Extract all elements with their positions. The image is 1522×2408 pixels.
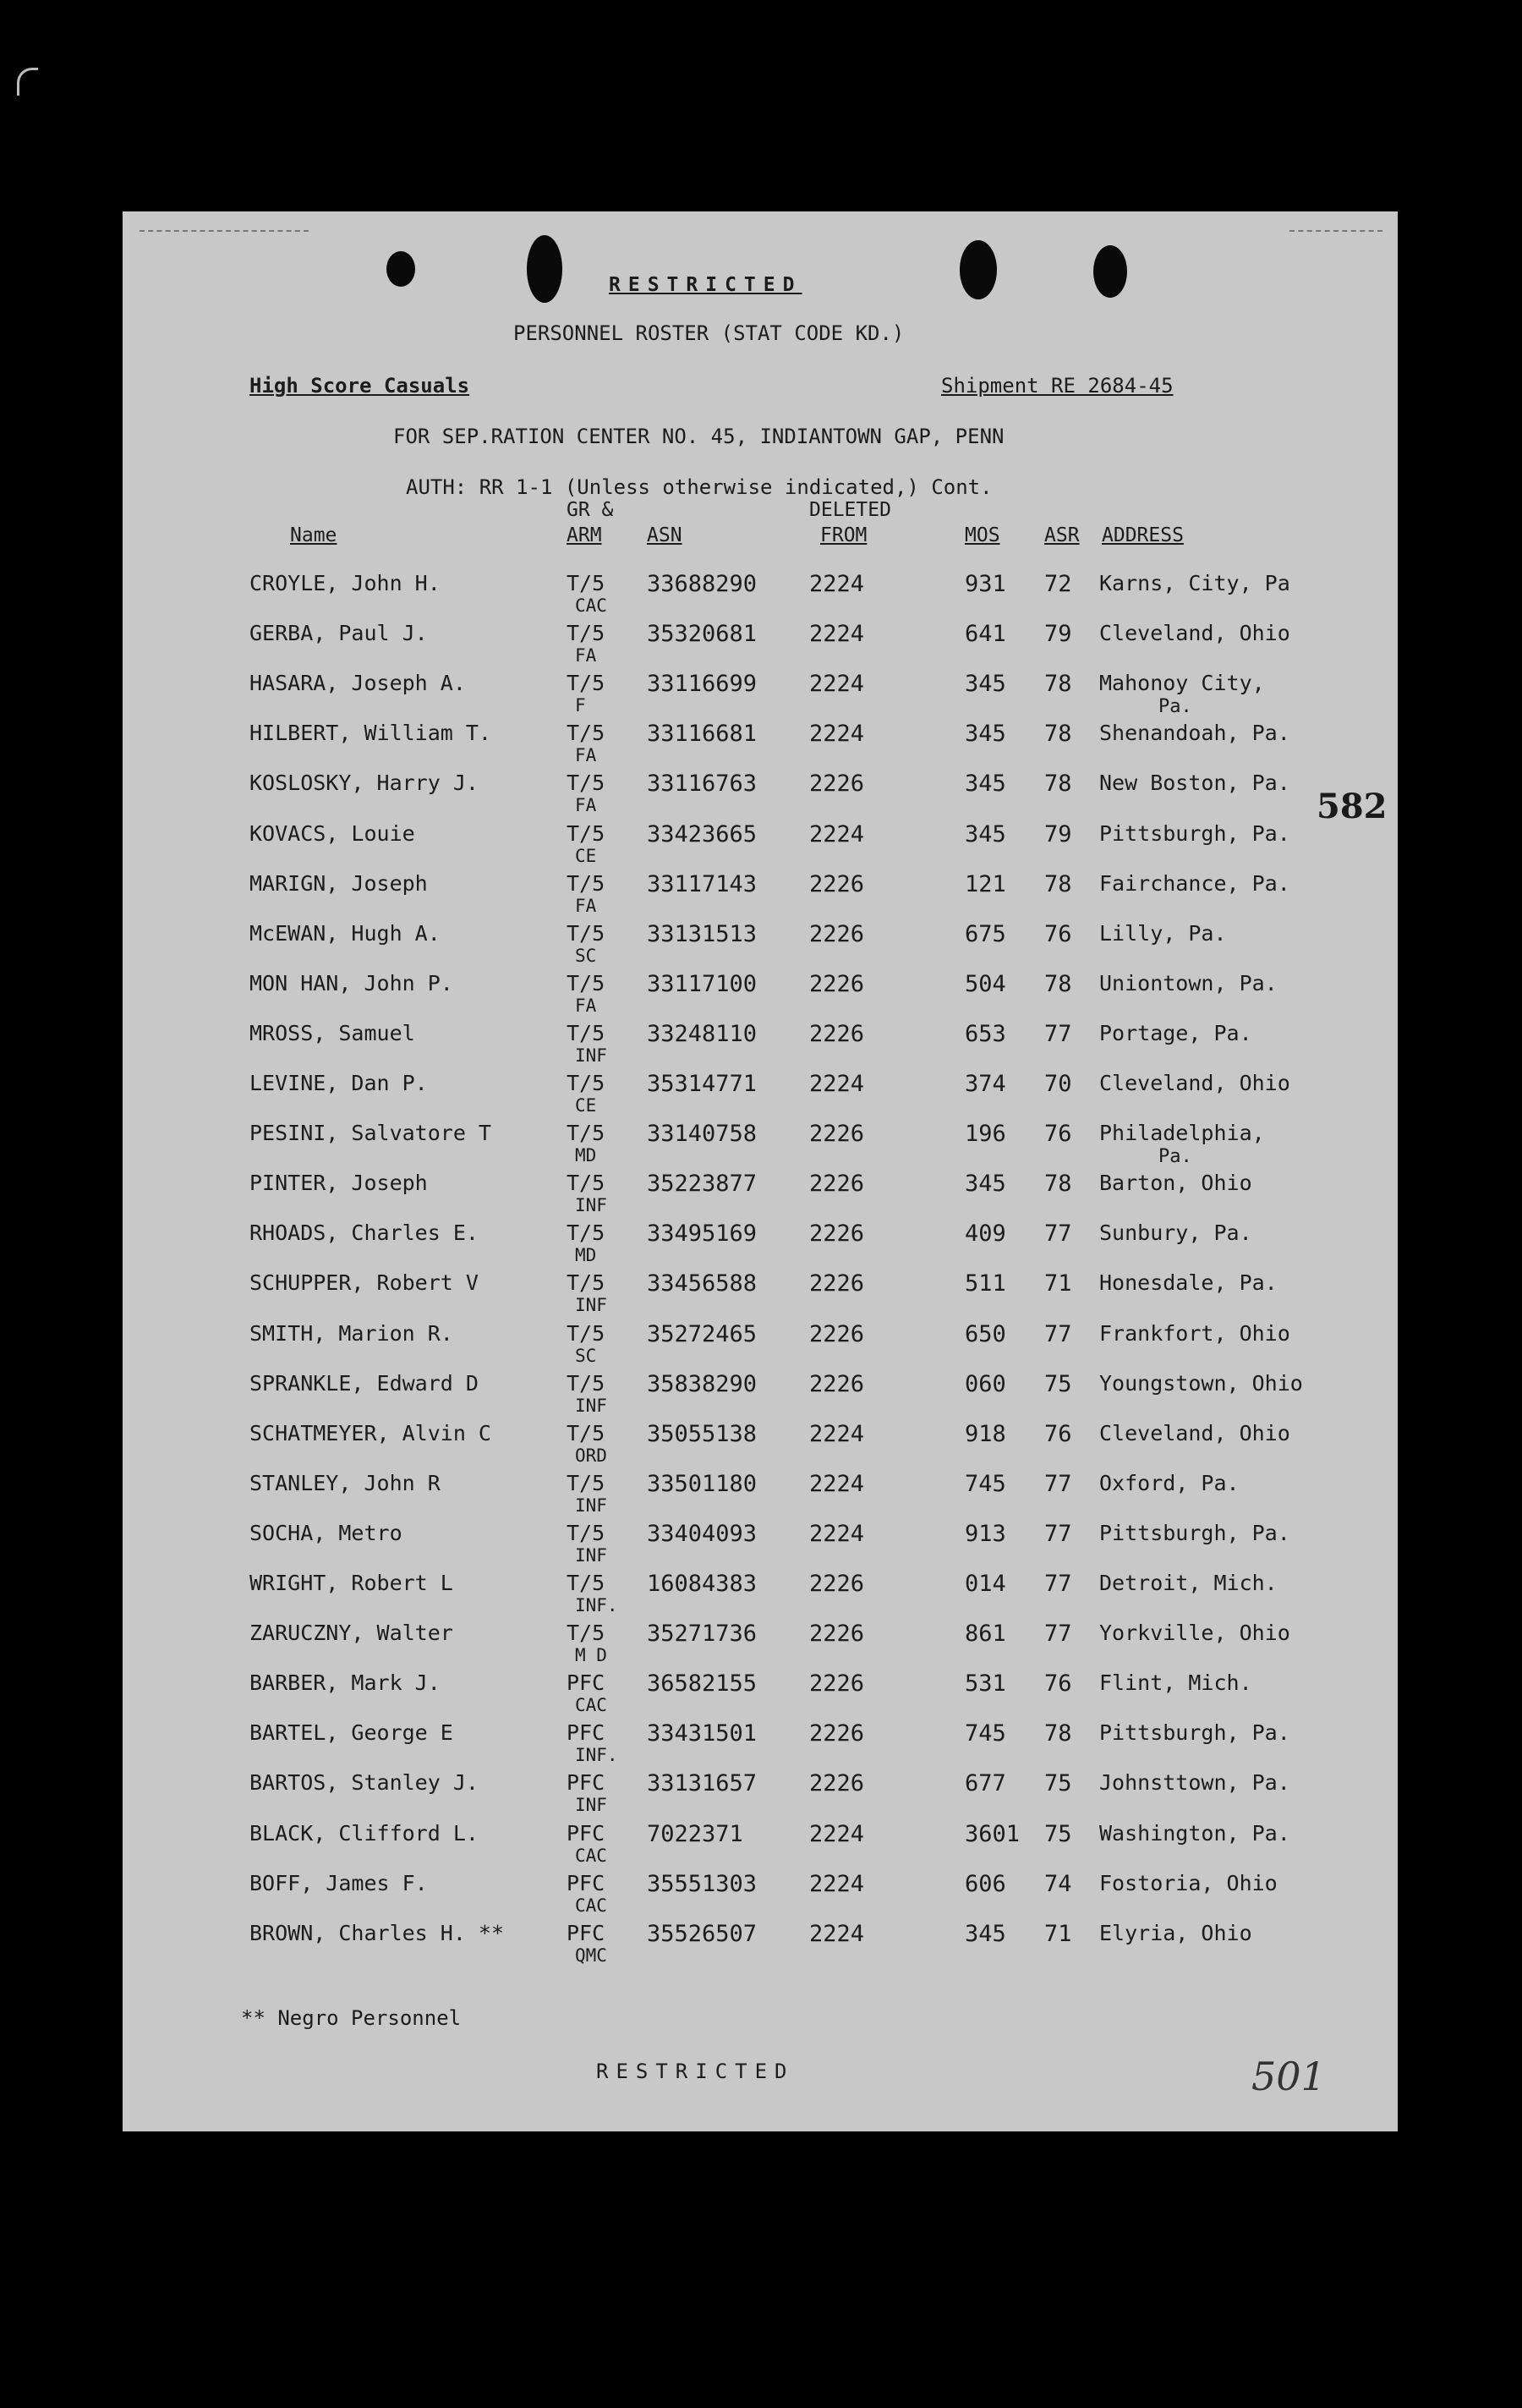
arm: CAC <box>575 1845 607 1866</box>
table-row <box>123 1871 1398 1921</box>
grade: T/5 <box>567 1470 605 1495</box>
deleted-from: 2224 <box>809 1420 865 1447</box>
table-row <box>123 1371 1398 1421</box>
deleted-from: 2226 <box>809 1720 865 1747</box>
address: Honesdale, Pa. <box>1099 1270 1278 1296</box>
margin-stamp-number: 582 <box>1317 787 1388 826</box>
person-name: BARTOS, Stanley J. <box>249 1770 479 1796</box>
mos-code: 345 <box>965 721 1006 748</box>
asr-score: 77 <box>1044 1470 1072 1497</box>
grade: T/5 <box>567 571 605 595</box>
deleted-from: 2226 <box>809 1220 865 1248</box>
grade: T/5 <box>567 820 605 846</box>
person-name: SCHATMEYER, Alvin C <box>249 1420 491 1445</box>
asr-score: 78 <box>1044 671 1072 698</box>
address: Lilly, Pa. <box>1099 920 1227 946</box>
arm: INF. <box>575 1745 618 1766</box>
asr-score: 79 <box>1044 621 1072 648</box>
army-serial-number: 35314771 <box>647 1071 758 1097</box>
army-serial-number: 33501180 <box>647 1470 758 1497</box>
table-row <box>123 1270 1398 1320</box>
address: Pittsburgh, Pa. <box>1099 820 1290 846</box>
army-serial-number: 33116699 <box>647 671 758 698</box>
arm: INF <box>575 1295 607 1316</box>
asr-score: 70 <box>1044 1071 1072 1097</box>
deleted-from: 2226 <box>809 1621 865 1648</box>
army-serial-number: 35526507 <box>647 1920 758 1947</box>
army-serial-number: 35272465 <box>647 1320 758 1347</box>
table-row <box>123 821 1398 871</box>
deleted-from: 2226 <box>809 1121 865 1148</box>
deleted-from: 2224 <box>809 1520 865 1547</box>
handwritten-page-number: 501 <box>1251 2054 1326 2099</box>
address: Washington, Pa. <box>1099 1820 1290 1846</box>
deleted-from: 2224 <box>809 1820 865 1847</box>
mos-code: 653 <box>965 1020 1006 1047</box>
asr-score: 75 <box>1044 1370 1072 1397</box>
table-row <box>123 1121 1398 1171</box>
table-row <box>123 1521 1398 1571</box>
grade: PFC <box>567 1670 605 1696</box>
deleted-from: 2226 <box>809 1770 865 1797</box>
table-row <box>123 1770 1398 1820</box>
mos-code: 913 <box>965 1520 1006 1547</box>
army-serial-number: 33116681 <box>647 721 758 748</box>
army-serial-number: 33117143 <box>647 870 758 897</box>
mos-code: 3601 <box>965 1820 1021 1847</box>
address: Cleveland, Ohio <box>1099 621 1290 646</box>
mos-code: 014 <box>965 1571 1006 1597</box>
person-name: SOCHA, Metro <box>249 1520 402 1545</box>
army-serial-number: 35551303 <box>647 1870 758 1897</box>
deleted-from: 2226 <box>809 1320 865 1347</box>
asr-score: 75 <box>1044 1820 1072 1847</box>
deleted-from: 2226 <box>809 1370 865 1397</box>
punch-hole <box>386 251 415 287</box>
mos-code: 060 <box>965 1370 1006 1397</box>
person-name: SMITH, Marion R. <box>249 1320 453 1346</box>
asr-score: 77 <box>1044 1520 1072 1547</box>
grade: T/5 <box>567 1220 605 1246</box>
table-row <box>123 871 1398 921</box>
deleted-from: 2226 <box>809 1670 865 1698</box>
deleted-from: 2226 <box>809 970 865 997</box>
asr-score: 76 <box>1044 1420 1072 1447</box>
person-name: SCHUPPER, Robert V <box>249 1270 479 1296</box>
table-row <box>123 1921 1398 1971</box>
deleted-from: 2224 <box>809 721 865 748</box>
arm: INF <box>575 1195 607 1216</box>
column-header-name: Name <box>290 524 337 546</box>
person-name: WRIGHT, Robert L <box>249 1571 453 1595</box>
asr-score: 77 <box>1044 1571 1072 1597</box>
mos-code: 931 <box>965 571 1006 597</box>
arm: CAC <box>575 595 607 616</box>
grade: T/5 <box>567 1121 605 1146</box>
deleted-from: 2226 <box>809 1020 865 1047</box>
asr-score: 78 <box>1044 721 1072 748</box>
army-serial-number: 16084383 <box>647 1571 758 1597</box>
person-name: KOSLOSKY, Harry J. <box>249 771 479 796</box>
mos-code: 121 <box>965 870 1006 897</box>
arm: INF <box>575 1395 607 1416</box>
column-header-mos: MOS <box>965 524 1000 546</box>
grade: T/5 <box>567 1020 605 1045</box>
address: Sunbury, Pa. <box>1099 1220 1252 1246</box>
deleted-from: 2226 <box>809 1270 865 1297</box>
address: Yorkville, Ohio <box>1099 1621 1290 1646</box>
address-continued: Pa. <box>1158 696 1192 718</box>
mos-code: 606 <box>965 1870 1006 1897</box>
arm: QMC <box>575 1945 607 1966</box>
army-serial-number: 35271736 <box>647 1621 758 1648</box>
address: Youngstown, Ohio <box>1099 1370 1303 1396</box>
deleted-from: 2224 <box>809 621 865 648</box>
grade: T/5 <box>567 771 605 796</box>
asr-score: 76 <box>1044 1121 1072 1148</box>
address: Uniontown, Pa. <box>1099 970 1278 996</box>
mos-code: 677 <box>965 1770 1006 1797</box>
arm: CE <box>575 1095 597 1116</box>
person-name: STANLEY, John R <box>249 1470 441 1495</box>
table-row <box>123 1421 1398 1471</box>
grade: T/5 <box>567 721 605 746</box>
group-title: High Score Casuals <box>249 374 470 398</box>
address: Mahonoy City, <box>1099 671 1265 696</box>
table-row <box>123 621 1398 671</box>
deleted-from: 2224 <box>809 820 865 847</box>
address: Detroit, Mich. <box>1099 1571 1278 1595</box>
address: Portage, Pa. <box>1099 1020 1252 1045</box>
address-continued: Pa. <box>1158 1146 1192 1168</box>
deleted-from: 2226 <box>809 920 865 947</box>
grade: T/5 <box>567 1171 605 1196</box>
address: Flint, Mich. <box>1099 1670 1252 1696</box>
address: Elyria, Ohio <box>1099 1920 1252 1945</box>
mos-code: 345 <box>965 771 1006 798</box>
authority-line: AUTH: RR 1-1 (Unless otherwise indicated,) Cont. <box>406 475 993 499</box>
army-serial-number: 35055138 <box>647 1420 758 1447</box>
person-name: MON HAN, John P. <box>249 970 453 996</box>
table-row <box>123 671 1398 721</box>
column-header-deleted: DELETED <box>809 499 891 521</box>
grade: T/5 <box>567 621 605 646</box>
grade: T/5 <box>567 1370 605 1396</box>
asr-score: 74 <box>1044 1870 1072 1897</box>
address: Pittsburgh, Pa. <box>1099 1720 1290 1746</box>
person-name: HILBERT, William T. <box>249 721 491 746</box>
army-serial-number: 33404093 <box>647 1520 758 1547</box>
person-name: BLACK, Clifford L. <box>249 1820 479 1846</box>
person-name: SPRANKLE, Edward D <box>249 1370 479 1396</box>
restricted-heading: RESTRICTED <box>609 274 802 296</box>
arm: MD <box>575 1145 597 1166</box>
mos-code: 861 <box>965 1621 1006 1648</box>
address: Frankfort, Ohio <box>1099 1320 1290 1346</box>
address: Oxford, Pa. <box>1099 1470 1240 1495</box>
column-header-asr: ASR <box>1044 524 1080 546</box>
address: Shenandoah, Pa. <box>1099 721 1290 746</box>
person-name: McEWAN, Hugh A. <box>249 920 441 946</box>
arm: INF <box>575 1045 607 1066</box>
table-row <box>123 1321 1398 1371</box>
table-row <box>123 1670 1398 1720</box>
army-serial-number: 33131657 <box>647 1770 758 1797</box>
footnote: ** Negro Personnel <box>241 2006 462 2030</box>
deleted-from: 2224 <box>809 1920 865 1947</box>
film-corner-mark <box>17 68 38 96</box>
person-name: RHOADS, Charles E. <box>249 1220 479 1246</box>
person-name: HASARA, Joseph A. <box>249 671 466 696</box>
arm: CAC <box>575 1695 607 1716</box>
mos-code: 511 <box>965 1270 1006 1297</box>
arm: INF <box>575 1544 607 1566</box>
column-header-arm: ARM <box>567 524 602 546</box>
asr-score: 71 <box>1044 1920 1072 1947</box>
army-serial-number: 33688290 <box>647 571 758 597</box>
person-name: PESINI, Salvatore T <box>249 1121 491 1146</box>
deleted-from: 2224 <box>809 1470 865 1497</box>
punch-guide-line <box>140 230 309 232</box>
punch-hole <box>527 235 562 303</box>
army-serial-number: 35320681 <box>647 621 758 648</box>
army-serial-number: 35223877 <box>647 1171 758 1198</box>
table-row <box>123 971 1398 1021</box>
grade: T/5 <box>567 1270 605 1296</box>
grade: T/5 <box>567 1571 605 1595</box>
asr-score: 72 <box>1044 571 1072 597</box>
army-serial-number: 33117100 <box>647 970 758 997</box>
mos-code: 345 <box>965 671 1006 698</box>
deleted-from: 2224 <box>809 671 865 698</box>
address: Pittsburgh, Pa. <box>1099 1520 1290 1545</box>
mos-code: 345 <box>965 1171 1006 1198</box>
arm: M D <box>575 1645 607 1666</box>
address: Cleveland, Ohio <box>1099 1071 1290 1095</box>
mos-code: 745 <box>965 1470 1006 1497</box>
grade: PFC <box>567 1770 605 1796</box>
deleted-from: 2226 <box>809 1171 865 1198</box>
table-row <box>123 1720 1398 1770</box>
arm: INF <box>575 1495 607 1516</box>
column-header-asn: ASN <box>647 524 682 546</box>
punch-hole <box>960 240 997 299</box>
deleted-from: 2224 <box>809 1870 865 1897</box>
asr-score: 76 <box>1044 920 1072 947</box>
address: Johnsttown, Pa. <box>1099 1770 1290 1796</box>
asr-score: 78 <box>1044 771 1072 798</box>
grade: T/5 <box>567 1621 605 1646</box>
mos-code: 345 <box>965 1920 1006 1947</box>
arm: FA <box>575 895 597 916</box>
roster-page <box>123 211 1398 2131</box>
table-row <box>123 771 1398 820</box>
deleted-from: 2224 <box>809 571 865 597</box>
mos-code: 504 <box>965 970 1006 997</box>
army-serial-number: 33248110 <box>647 1020 758 1047</box>
asr-score: 78 <box>1044 1171 1072 1198</box>
asr-score: 77 <box>1044 1020 1072 1047</box>
deleted-from: 2224 <box>809 1071 865 1097</box>
grade: T/5 <box>567 671 605 696</box>
table-row <box>123 1471 1398 1521</box>
person-name: BROWN, Charles H. ** <box>249 1920 505 1945</box>
asr-score: 71 <box>1044 1270 1072 1297</box>
column-header-grade: GR & <box>567 499 614 521</box>
mos-code: 531 <box>965 1670 1006 1698</box>
person-name: LEVINE, Dan P. <box>249 1071 428 1095</box>
grade: T/5 <box>567 920 605 946</box>
grade: T/5 <box>567 870 605 896</box>
mos-code: 345 <box>965 820 1006 847</box>
mos-code: 374 <box>965 1071 1006 1097</box>
army-serial-number: 33431501 <box>647 1720 758 1747</box>
punch-hole <box>1093 245 1127 298</box>
grade: PFC <box>567 1820 605 1846</box>
asr-score: 76 <box>1044 1670 1072 1698</box>
person-name: BOFF, James F. <box>249 1870 428 1895</box>
asr-score: 78 <box>1044 1720 1072 1747</box>
asr-score: 79 <box>1044 820 1072 847</box>
asr-score: 77 <box>1044 1320 1072 1347</box>
mos-code: 745 <box>965 1720 1006 1747</box>
arm: ORD <box>575 1445 607 1466</box>
address: Cleveland, Ohio <box>1099 1420 1290 1445</box>
army-serial-number: 33423665 <box>647 820 758 847</box>
table-row <box>123 921 1398 971</box>
grade: T/5 <box>567 970 605 996</box>
table-row <box>123 1071 1398 1121</box>
table-row <box>123 1571 1398 1621</box>
army-serial-number: 33495169 <box>647 1220 758 1248</box>
army-serial-number: 33140758 <box>647 1121 758 1148</box>
grade: PFC <box>567 1920 605 1945</box>
arm: SC <box>575 1345 597 1366</box>
arm: MD <box>575 1245 597 1266</box>
table-row <box>123 1220 1398 1270</box>
arm: CE <box>575 845 597 866</box>
army-serial-number: 33131513 <box>647 920 758 947</box>
person-name: KOVACS, Louie <box>249 820 415 846</box>
mos-code: 409 <box>965 1220 1006 1248</box>
mos-code: 196 <box>965 1121 1006 1148</box>
mos-code: 641 <box>965 621 1006 648</box>
person-name: MROSS, Samuel <box>249 1020 415 1045</box>
person-name: BARBER, Mark J. <box>249 1670 441 1696</box>
address: Fostoria, Ohio <box>1099 1870 1278 1895</box>
address: Karns, City, Pa <box>1099 571 1290 595</box>
arm: FA <box>575 645 597 666</box>
mos-code: 918 <box>965 1420 1006 1447</box>
restricted-footer: RESTRICTED <box>596 2060 795 2083</box>
mos-code: 650 <box>965 1320 1006 1347</box>
arm: FA <box>575 795 597 816</box>
asr-score: 78 <box>1044 870 1072 897</box>
person-name: MARIGN, Joseph <box>249 870 428 896</box>
arm: F <box>575 695 586 716</box>
asr-score: 77 <box>1044 1621 1072 1648</box>
person-name: ZARUCZNY, Walter <box>249 1621 453 1646</box>
table-row <box>123 571 1398 621</box>
deleted-from: 2226 <box>809 771 865 798</box>
asr-score: 75 <box>1044 1770 1072 1797</box>
grade: PFC <box>567 1720 605 1746</box>
asr-score: 78 <box>1044 970 1072 997</box>
arm: FA <box>575 995 597 1016</box>
army-serial-number: 33456588 <box>647 1270 758 1297</box>
army-serial-number: 36582155 <box>647 1670 758 1698</box>
column-header-address: ADDRESS <box>1102 524 1184 546</box>
separation-center-line: FOR SEP.RATION CENTER NO. 45, INDIANTOWN GAP, PENN <box>393 425 1005 448</box>
table-row <box>123 1621 1398 1670</box>
person-name: PINTER, Joseph <box>249 1171 428 1196</box>
grade: T/5 <box>567 1320 605 1346</box>
army-serial-number: 7022371 <box>647 1820 743 1847</box>
address: Fairchance, Pa. <box>1099 870 1290 896</box>
arm: CAC <box>575 1895 607 1916</box>
table-row <box>123 1821 1398 1871</box>
arm: SC <box>575 945 597 966</box>
person-name: BARTEL, George E <box>249 1720 453 1746</box>
table-row <box>123 1021 1398 1071</box>
person-name: GERBA, Paul J. <box>249 621 428 646</box>
mos-code: 675 <box>965 920 1006 947</box>
asr-score: 77 <box>1044 1220 1072 1248</box>
shipment-number: Shipment RE 2684-45 <box>941 374 1174 398</box>
deleted-from: 2226 <box>809 1571 865 1597</box>
grade: PFC <box>567 1870 605 1895</box>
address: New Boston, Pa. <box>1099 771 1290 796</box>
grade: T/5 <box>567 1420 605 1445</box>
person-name: CROYLE, John H. <box>249 571 441 595</box>
army-serial-number: 35838290 <box>647 1370 758 1397</box>
column-header-from: FROM <box>820 524 868 546</box>
address: Philadelphia, <box>1099 1121 1265 1146</box>
grade: T/5 <box>567 1071 605 1095</box>
army-serial-number: 33116763 <box>647 771 758 798</box>
address: Barton, Ohio <box>1099 1171 1252 1196</box>
arm: INF. <box>575 1595 618 1615</box>
deleted-from: 2226 <box>809 870 865 897</box>
roster-title: PERSONNEL ROSTER (STAT CODE KD.) <box>513 321 905 345</box>
table-row <box>123 1171 1398 1220</box>
table-row <box>123 721 1398 771</box>
arm: INF <box>575 1795 607 1816</box>
punch-guide-line <box>1289 230 1382 232</box>
grade: T/5 <box>567 1520 605 1545</box>
arm: FA <box>575 745 597 766</box>
